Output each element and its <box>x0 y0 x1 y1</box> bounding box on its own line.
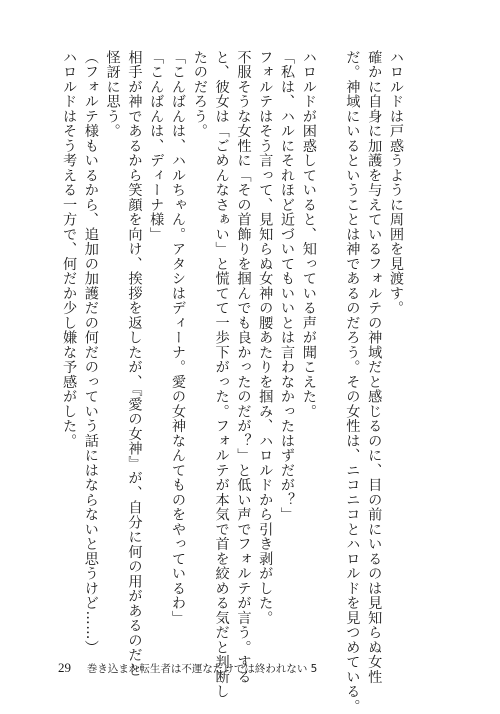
blank-line <box>319 50 341 622</box>
text-line: 「私は、ハルにそれほど近づいてもいいとは言わなかったはずだが？」 <box>279 50 296 522</box>
text-line: 確かに自身に加護を与えているフォルテの神域だと感じるのに、目の前にいるのは見知らぬ女性 <box>366 50 383 685</box>
page-footer <box>58 660 317 676</box>
text-line: 怪訝に思う。 <box>104 50 121 139</box>
text-line: フォルテはそう言って、見知らぬ女神の腰あたりを掴み、ハロルドから引き剥がした。 <box>257 50 274 626</box>
text-line: 相手が神であるから笑顔を向け、挨拶を返したが、『愛の女神』が、自分に何の用があるのだと <box>126 50 143 678</box>
text-line: と、彼女は「ごめんなさぁい」と慌てて一歩下がった。フォルテが本気で首を絞める気だと判断し <box>213 50 230 699</box>
text-line: ハロルドが困惑していると、知っている声が聞こえた。 <box>300 50 317 419</box>
text-line: ハロルドはそう考える一方で、何だか少し嫌な予感がした。 <box>61 50 78 449</box>
text-line: だ。神域にいるということは神であるのだろう。その女性は、ニコニコとハロルドを見つめている。 <box>344 50 361 714</box>
text-line: （フォルテ様もいるから、追加の加護だの何だのっていう話にはならないと思うけど……） <box>82 50 99 655</box>
text-line: 「こんばんは、ディーナ様」 <box>148 50 165 242</box>
text-line: ハロルドは戸惑うように周囲を見渡す。 <box>388 50 404 316</box>
page-number: 29 <box>58 660 71 675</box>
text-line: 不服そうな女性に「その首飾りを掴んでも良かったのだが？」と低い声でフォルテが言う。する <box>235 50 252 685</box>
text-line: 「こんばんは、ハルちゃん。アタシはディーナ。愛の女神なんてものをやっているわ」 <box>170 50 187 626</box>
running-title: 巻き込まれ転生者は不運なだけでは終われない 5 <box>86 663 318 675</box>
text-line: たのだろう。 <box>191 50 208 139</box>
